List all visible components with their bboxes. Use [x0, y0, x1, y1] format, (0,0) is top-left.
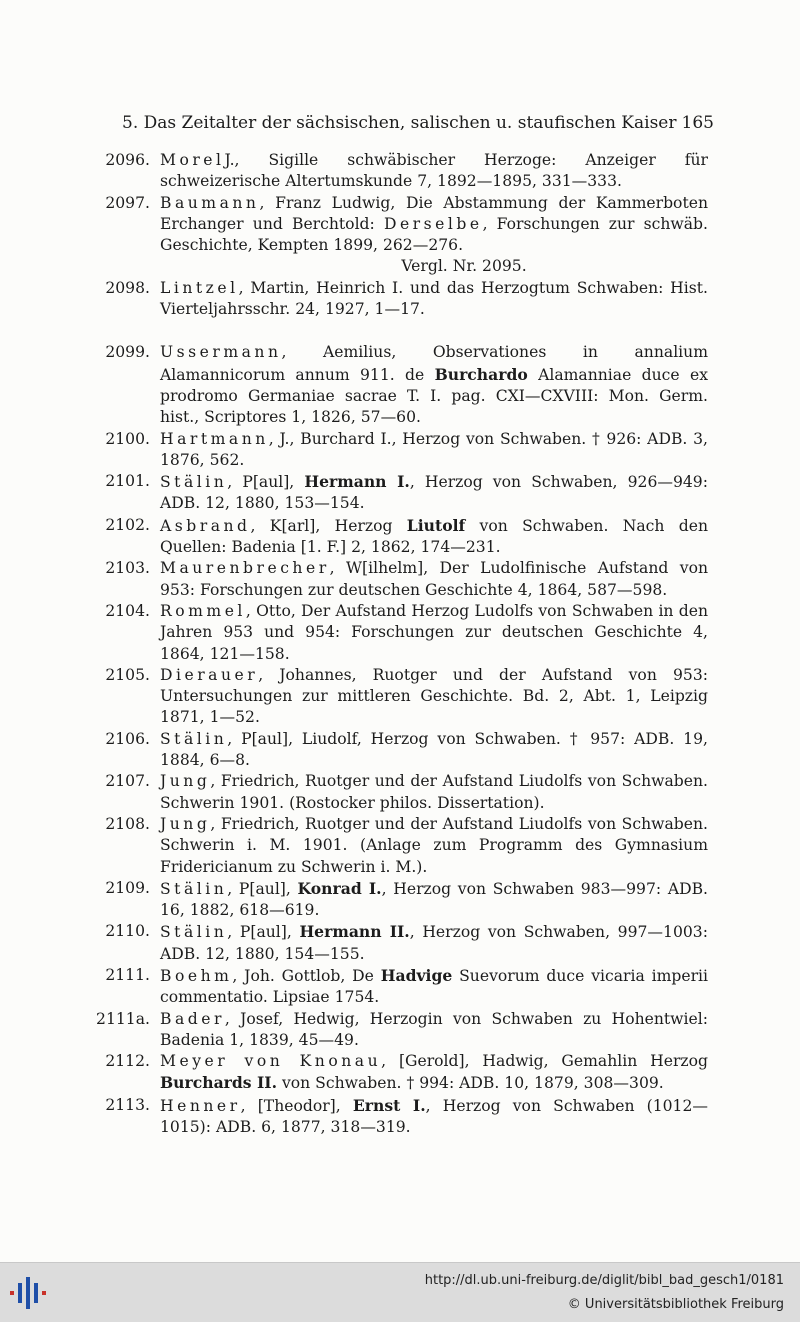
entry-number: 2113. [105, 1095, 150, 1114]
entry-number: 2104. [105, 601, 150, 620]
entry-text [160, 1095, 708, 1139]
entry-fragment: , Josef, Hedwig, Herzogin von Schwaben zu Hohentwiel: Badenia 1, 1839, 45—49. [160, 1009, 708, 1049]
author-name: Bader [160, 1009, 225, 1028]
entry-text [160, 771, 708, 814]
author-name: Boehm [160, 966, 233, 985]
bibliography-entry [0, 1095, 800, 1139]
entry-text [160, 965, 708, 1009]
entry-fragment: , Herzog von Schwaben, 997—1003: ADB. 12, 1880, 154—155. [160, 923, 708, 963]
subject-name: Ernst I. [352, 1095, 426, 1115]
entry-text [160, 150, 708, 193]
entry-number: 2103. [105, 559, 150, 578]
author-name: Meyer von Knonau [160, 1052, 382, 1071]
entry-text [160, 814, 708, 878]
entry-text [160, 429, 708, 472]
library-logo-icon [8, 1275, 52, 1311]
entry-number: 2107. [105, 772, 150, 791]
entry-fragment: , [Gerold], Hadwig, Gemahlin Herzog [381, 1052, 708, 1071]
entry-text [160, 342, 708, 428]
footer-bar [0, 1262, 800, 1322]
bibliography-entry [0, 515, 800, 559]
entry-text [160, 1009, 708, 1052]
entry-text [160, 665, 708, 729]
bibliography-entry [0, 150, 800, 193]
bibliography-entry [0, 771, 800, 814]
bibliography-entry [0, 471, 800, 515]
header-title: 5. Das Zeitalter der sächsischen, salischen u. staufischen Kaiser [122, 113, 677, 133]
entry-text [160, 878, 708, 922]
entry-text [160, 278, 708, 321]
entry-number: 2111. [105, 965, 150, 984]
entry-fragment: , Joh. Gottlob, De [232, 966, 381, 985]
author-name: Stälin [160, 473, 228, 492]
entry-fragment: , W[ilhelm], Der Ludolfinische Aufstand von 953: Forschungen zur deutschen Geschichte 4, 1864, 587—598. [160, 559, 708, 599]
subject-name: Hermann I. [304, 472, 410, 492]
entry-number: 2100. [105, 429, 150, 448]
subject-name: Hadvige [380, 965, 453, 985]
entry-fragment: J., Sigille schwäbischer Herzoge: Anzeiger für schweizerische Altertumskunde 7, 1892—1895, 331—333. [160, 151, 708, 191]
entry-fragment: , Johannes, Ruotger und der Aufstand von 953: Untersuchungen zur mittleren Geschichte. Bd. 2, Abt. 1, Leipzig 1871, 1—52. [160, 665, 708, 727]
bibliography-entry [0, 558, 800, 601]
author-name: Hartmann [160, 429, 269, 448]
entry-fragment: , P[aul], Liudolf, Herzog von Schwaben. † 957: ADB. 19, 1884, 6—8. [160, 729, 708, 770]
author-name: Henner [160, 1096, 241, 1115]
entry-number: 2096. [105, 151, 150, 169]
entry-number: 2111a. [96, 1009, 150, 1028]
author-name: Rommel [160, 601, 246, 620]
entry-number: 2102. [105, 515, 150, 534]
copyright-text: © Universitätsbibliothek Freiburg [567, 1297, 784, 1312]
entry-number: 2098. [105, 278, 150, 297]
bibliography-entry [0, 921, 800, 965]
subject-name: Burchards II. [160, 1073, 278, 1093]
bibliography-entry [0, 429, 800, 472]
bibliography-entry [0, 601, 800, 665]
entry-number: 2099. [105, 343, 150, 362]
entry-fragment: , P[aul], [227, 473, 305, 492]
entry-number: 2108. [105, 814, 150, 833]
bibliography-entry [0, 965, 800, 1009]
entry-fragment: , Friedrich, Ruotger und der Aufstand Liudolfs von Schwaben. Schwerin i. M. 1901. (Anlage zum Programm des Gymnasium Fridericianum zu Schwerin i. M.). [160, 814, 708, 876]
entry-number: 2109. [105, 878, 150, 897]
subject-name: Liutolf [406, 515, 466, 535]
entry-fragment: , P[aul], [227, 923, 300, 942]
entry-fragment: , Herzog von Schwaben, 926—949: ADB. 12, 1880, 153—154. [160, 473, 708, 513]
entry-fragment: von Schwaben. † 994: ADB. 10, 1879, 308—309. [277, 1074, 664, 1093]
entry-fragment: , Aemilius, Observationes in annalium Alamannicorum annum 911. de [160, 343, 708, 384]
entry-text [160, 193, 708, 257]
subject-name: Konrad I. [297, 878, 382, 898]
bibliography-entry [0, 1051, 800, 1095]
entry-text [160, 515, 708, 559]
bibliography-entry [0, 665, 800, 729]
entry-text [160, 1051, 708, 1095]
running-header [122, 113, 714, 139]
bibliography-entry [0, 729, 800, 772]
source-url-link[interactable]: http://dl.ub.uni-freiburg.de/diglit/bibl_bad_gesch1/0181 [424, 1273, 784, 1288]
author-name: Derselbe [383, 214, 483, 233]
entry-number: 2110. [105, 922, 150, 941]
entry-fragment: , Herzog von Schwaben 983—997: ADB. 16, 1882, 618—619. [160, 879, 709, 920]
bibliography-entry [0, 278, 800, 321]
entry-number: 2112. [105, 1052, 150, 1071]
entry-fragment: , J., Burchard I., Herzog von Schwaben. † 926: ADB. 3, 1876, 562. [160, 429, 708, 469]
entry-fragment: , P[aul], [227, 879, 298, 898]
entry-fragment: Suevorum duce vicaria imperii commentatio. Lipsiae 1754. [160, 966, 708, 1007]
entry-fragment: , Herzog von Schwaben (1012—1015): ADB. 6, 1877, 318—319. [160, 1096, 708, 1137]
bibliography-entry [0, 814, 800, 878]
subject-name: Hermann II. [299, 922, 410, 942]
entry-text [160, 558, 708, 601]
bibliography-entry [0, 193, 800, 278]
subject-name: Burchardo [434, 364, 528, 384]
entry-fragment: , Martin, Heinrich I. und das Herzogtum Schwaben: Hist. Vierteljahrsschr. 24, 1927, 1—17. [160, 278, 708, 319]
cross-reference-note: Vergl. Nr. 2095. [401, 257, 527, 276]
entry-fragment: von Schwaben. Nach den Quellen: Badenia [1. F.] 2, 1862, 174—231. [160, 516, 708, 557]
author-name: Dierauer [160, 665, 259, 684]
author-name: Maurenbrecher [160, 559, 330, 578]
author-name: Stälin [160, 923, 228, 942]
entry-number: 2097. [105, 193, 150, 212]
entry-fragment: Alamanniae duce ex prodromo Germaniae sacrae T. I. pag. CXI—CXVIII: Mon. Germ. hist., Scriptores 1, 1826, 57—60. [160, 365, 708, 427]
author-name: Ussermann [160, 343, 282, 362]
entry-fragment: , Friedrich, Ruotger und der Aufstand Liudolfs von Schwaben. Schwerin 1901. (Rostocker philos. Dissertation). [160, 772, 708, 812]
author-name: Jung [160, 772, 211, 791]
author-name: Lintzel [160, 278, 239, 297]
page-number: 165 [681, 113, 714, 133]
author-name: Stälin [160, 729, 228, 748]
entry-number: 2106. [105, 729, 150, 748]
author-name: Asbrand [160, 516, 251, 535]
entry-fragment: , [Theodor], [240, 1096, 353, 1115]
bibliography-entry [0, 342, 800, 428]
author-name: Morel [160, 151, 225, 169]
entry-text [160, 729, 708, 772]
entry-text [160, 471, 708, 515]
entry-fragment: , Forschungen zur schwäb. Geschichte, Kempten 1899, 262—276. [160, 214, 708, 255]
entry-number: 2101. [105, 472, 150, 491]
author-name: Baumann [160, 193, 260, 212]
entry-text [160, 921, 708, 965]
entry-fragment: , Otto, Der Aufstand Herzog Ludolfs von Schwaben in den Jahren 953 und 954: Forschungen zur deutschen Geschichte 4, 1864, 121—158. [160, 601, 708, 663]
entry-fragment: , Franz Ludwig, Die Abstammung der Kammerboten Erchanger und Berchtold: [160, 193, 708, 233]
bibliography-entry [0, 878, 800, 922]
bibliography-entry [0, 1009, 800, 1052]
entry-fragment: , K[arl], Herzog [250, 516, 407, 535]
author-name: Jung [160, 814, 211, 833]
entry-text [160, 601, 708, 665]
author-name: Stälin [160, 879, 228, 898]
bibliography-list [0, 150, 800, 1138]
entry-number: 2105. [105, 665, 150, 684]
